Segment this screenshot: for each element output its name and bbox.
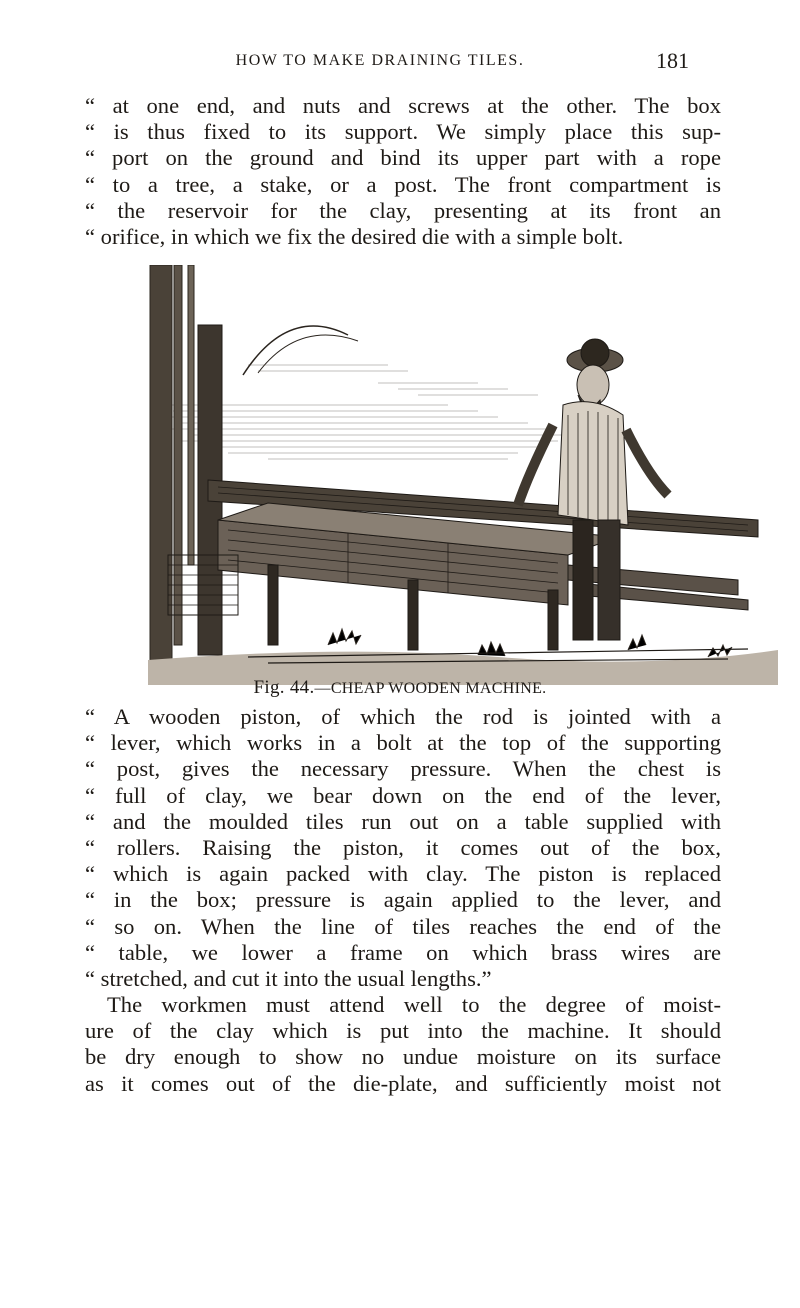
figure-title: —CHEAP WOODEN MACHINE. xyxy=(314,680,547,697)
text-line: “ at one end, and nuts and screws at the other. The box xyxy=(85,93,721,118)
body-text xyxy=(85,704,721,1097)
page-number: 181 xyxy=(656,48,689,73)
text-line: “ to a tree, a stake, or a post. The front compartment is xyxy=(85,171,721,197)
text-line: “ A wooden piston, of which the rod is jointed with a xyxy=(85,704,721,729)
text-line: “ in the box; pressure is again applied to the lever, and xyxy=(85,887,721,913)
text-line: “ port on the ground and bind its upper part with a rope xyxy=(85,145,721,171)
figure-caption xyxy=(0,677,800,699)
figure-illustration xyxy=(148,265,778,685)
text-line: as it comes out of the die-plate, and sufficiently moist not xyxy=(85,1070,721,1096)
running-head: HOW TO MAKE DRAINING TILES. xyxy=(235,52,525,69)
text-line: “ rollers. Raising the piston, it comes out of the box, xyxy=(85,834,721,860)
text-line: “ full of clay, we bear down on the end of the lever, xyxy=(85,782,721,808)
text-line: “ which is again packed with clay. The piston is replaced xyxy=(85,861,721,887)
text-line: ure of the clay which is put into the machine. It should xyxy=(85,1018,721,1044)
wooden-machine-engraving xyxy=(148,265,778,685)
text-line: “ the reservoir for the clay, presenting at its front an xyxy=(85,197,721,223)
text-line: “ orifice, in which we fix the desired die with a simple bolt. xyxy=(85,223,624,249)
text-line: “ lever, which works in a bolt at the top of the supporting xyxy=(85,730,721,756)
text-line: The workmen must attend well to the degree of moist- xyxy=(107,992,721,1018)
text-line: “ post, gives the necessary pressure. When the chest is xyxy=(85,756,721,782)
text-line: “ so on. When the line of tiles reaches the end of the xyxy=(85,913,721,939)
text-line: “ table, we lower a frame on which brass wires are xyxy=(85,939,721,965)
text-line: “ and the moulded tiles run out on a table supplied with xyxy=(85,808,721,834)
top-paragraph xyxy=(85,93,721,250)
text-line: “ is thus fixed to its support. We simply place this sup- xyxy=(85,119,721,145)
text-line: be dry enough to show no undue moisture on its surface xyxy=(85,1044,721,1070)
figure-number: Fig. 44. xyxy=(253,677,315,698)
text-line: “ stretched, and cut it into the usual lengths.” xyxy=(85,965,492,991)
